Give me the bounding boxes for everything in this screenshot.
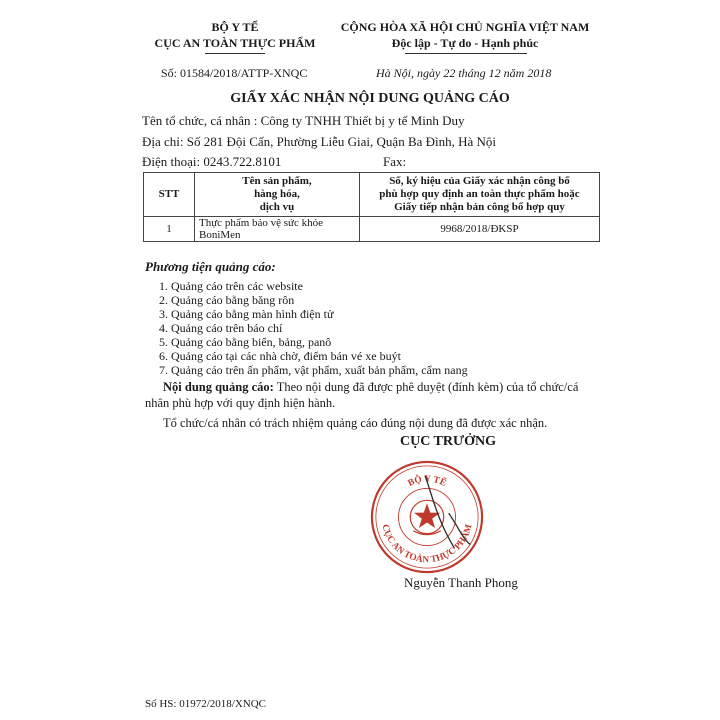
header-product-line: Tên sản phẩm, [242,175,312,187]
header-cert-line: Số, ký hiệu của Giấy xác nhận công bố [389,175,570,187]
row-certificate: 9968/2018/ĐKSP [360,217,600,242]
responsibility-line: Tổ chức/cá nhân có trách nhiệm quảng cáo đúng nội dung đã được xác nhận. [163,416,548,430]
content-paragraph [145,379,600,411]
signature-scribble [425,476,470,549]
fax-line: Fax: [383,154,407,169]
product-table [143,172,600,242]
header-stt: STT [144,173,195,217]
list-item: 2. Quảng cáo bằng băng rôn [171,293,468,307]
header-product-line: hàng hóa, [254,188,300,200]
stamp-bottom-path: CỤC AN TOÀN THỰC PHẨM [379,523,475,566]
stamp-top-text [407,472,449,489]
national-motto: Độc lập - Tự do - Hạnh phúc [391,36,539,50]
signatory-title: CỤC TRƯỞNG [399,434,497,449]
list-item: 1. Quảng cáo trên các website [171,279,468,293]
row-stt: 1 [144,217,195,242]
motto-underline [405,53,527,54]
content-label: Nội dung quảng cáo: [163,380,274,394]
header-cert-line: Giấy tiếp nhận bản công bố hợp quy [394,201,565,213]
list-item: 6. Quảng cáo tại các nhà chờ, điểm bán vé xe buýt [171,349,468,363]
table-header-row [144,173,600,217]
row-product: Thực phẩm bảo vệ sức khỏe BoniMen [195,217,360,242]
organization-line: Tên tổ chức, cá nhân : Công ty TNHH Thiết bị y tế Minh Duy [142,113,465,128]
stamp-top-path: BỘ Y TẾ [406,474,448,489]
header-product [195,173,360,217]
official-stamp [368,458,486,576]
list-item: 7. Quảng cáo trên ấn phẩm, vật phẩm, xuất bản phẩm, cẩm nang [171,363,468,377]
ministry-name: BỘ Y TẾ [211,20,259,34]
signatory-name: Nguyễn Thanh Phong [404,575,518,590]
document-number: Số: 01584/2018/ATTP-XNQC [161,66,308,80]
department-underline [205,53,265,54]
issue-date: Hà Nội, ngày 22 tháng 12 năm 2018 [376,66,552,80]
header-certificate [360,173,600,217]
list-item: 4. Quảng cáo trên báo chí [171,321,468,335]
department-name: CỤC AN TOÀN THỰC PHẨM [154,36,316,50]
phone-line: Điện thoại: 0243.722.8101 [142,154,282,169]
stamp-bottom-text [379,523,474,565]
table-row [144,217,600,242]
list-item: 3. Quảng cáo bằng màn hình điện tử [171,307,468,321]
address-line: Địa chỉ: Số 281 Đội Cấn, Phường Liễu Giai, Quận Ba Đình, Hà Nội [142,134,497,149]
media-list [151,279,468,377]
document-title: GIẤY XÁC NHẬN NỘI DUNG QUẢNG CÁO [230,91,510,106]
list-item: 5. Quảng cáo bằng biển, bảng, panô [171,335,468,349]
country-name: CỘNG HÒA XÃ HỘI CHỦ NGHĨA VIỆT NAM [340,20,590,34]
header-product-line: dịch vụ [259,201,295,213]
header-cert-line: phù hợp quy định an toàn thực phẩm hoặc [379,188,580,200]
media-heading: Phương tiện quảng cáo: [145,259,276,274]
content-text: Theo nội dung đã được phê duyệt (đính kèm) của tổ chức/cá nhân phù hợp với quy định hiện hành. [145,380,579,410]
hs-number: Số HS: 01972/2018/XNQC [145,698,267,710]
